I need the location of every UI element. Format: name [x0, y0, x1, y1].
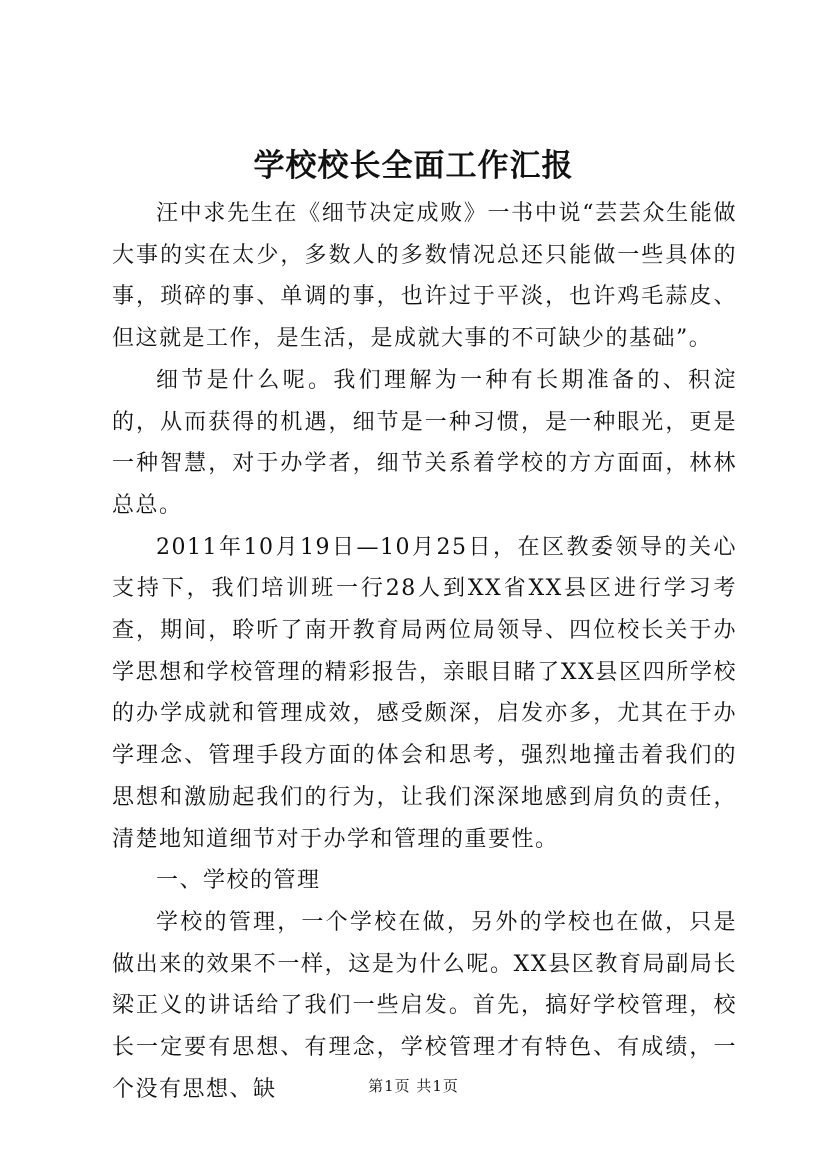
paragraph-1: 汪中求先生在《细节决定成败》一书中说“芸芸众生能做大事的实在太少，多数人的多数情况总还只能做一些具体的事，琐碎的事、单调的事，也许过于平淡，也许鸡毛蒜皮、但这就是工作，是生活，是成就大事的不可缺少的基础”。: [112, 201, 737, 352]
section-paragraph: 学校的管理，一个学校在做，另外的学校也在做，只是做出来的效果不一样，这是为什么呢。XX县区教育局副局长梁正义的讲话给了我们一些启发。首先，搞好学校管理，校长一定要有思想、有理念，学校管理才有特色、有成绩，一个没有思想、缺: [112, 909, 737, 1102]
page-number-footer: 第1页 共1页: [368, 1077, 459, 1095]
document-title: 学校校长全面工作汇报: [253, 148, 574, 184]
paragraph-3: 2011年10月19日—10月25日，在区教委领导的关心支持下，我们培训班一行28人到XX省XX县区进行学习考查，期间，聆听了南开教育局两位局领导、四位校长关于办学思想和学校管理的精彩报告，亲眼目睹了XX县区四所学校的办学成就和管理成效，感受颇深，启发亦多，尤其在于办学理念、管理手段方面的体会和思考，强烈地撞击着我们的思想和激励起我们的行为，让我们深深地感到肩负的责任，清楚地知道细节对于办学和管理的重要性。: [112, 534, 737, 852]
document-body: [112, 193, 737, 1110]
paragraph-2: 细节是什么呢。我们理解为一种有长期准备的、积淀的，从而获得的机遇，细节是一种习惯，是一种眼光，更是一种智慧，对于办学者，细节关系着学校的方方面面，林林总总。: [112, 367, 737, 518]
section-heading: 一、学校的管理: [156, 868, 321, 894]
